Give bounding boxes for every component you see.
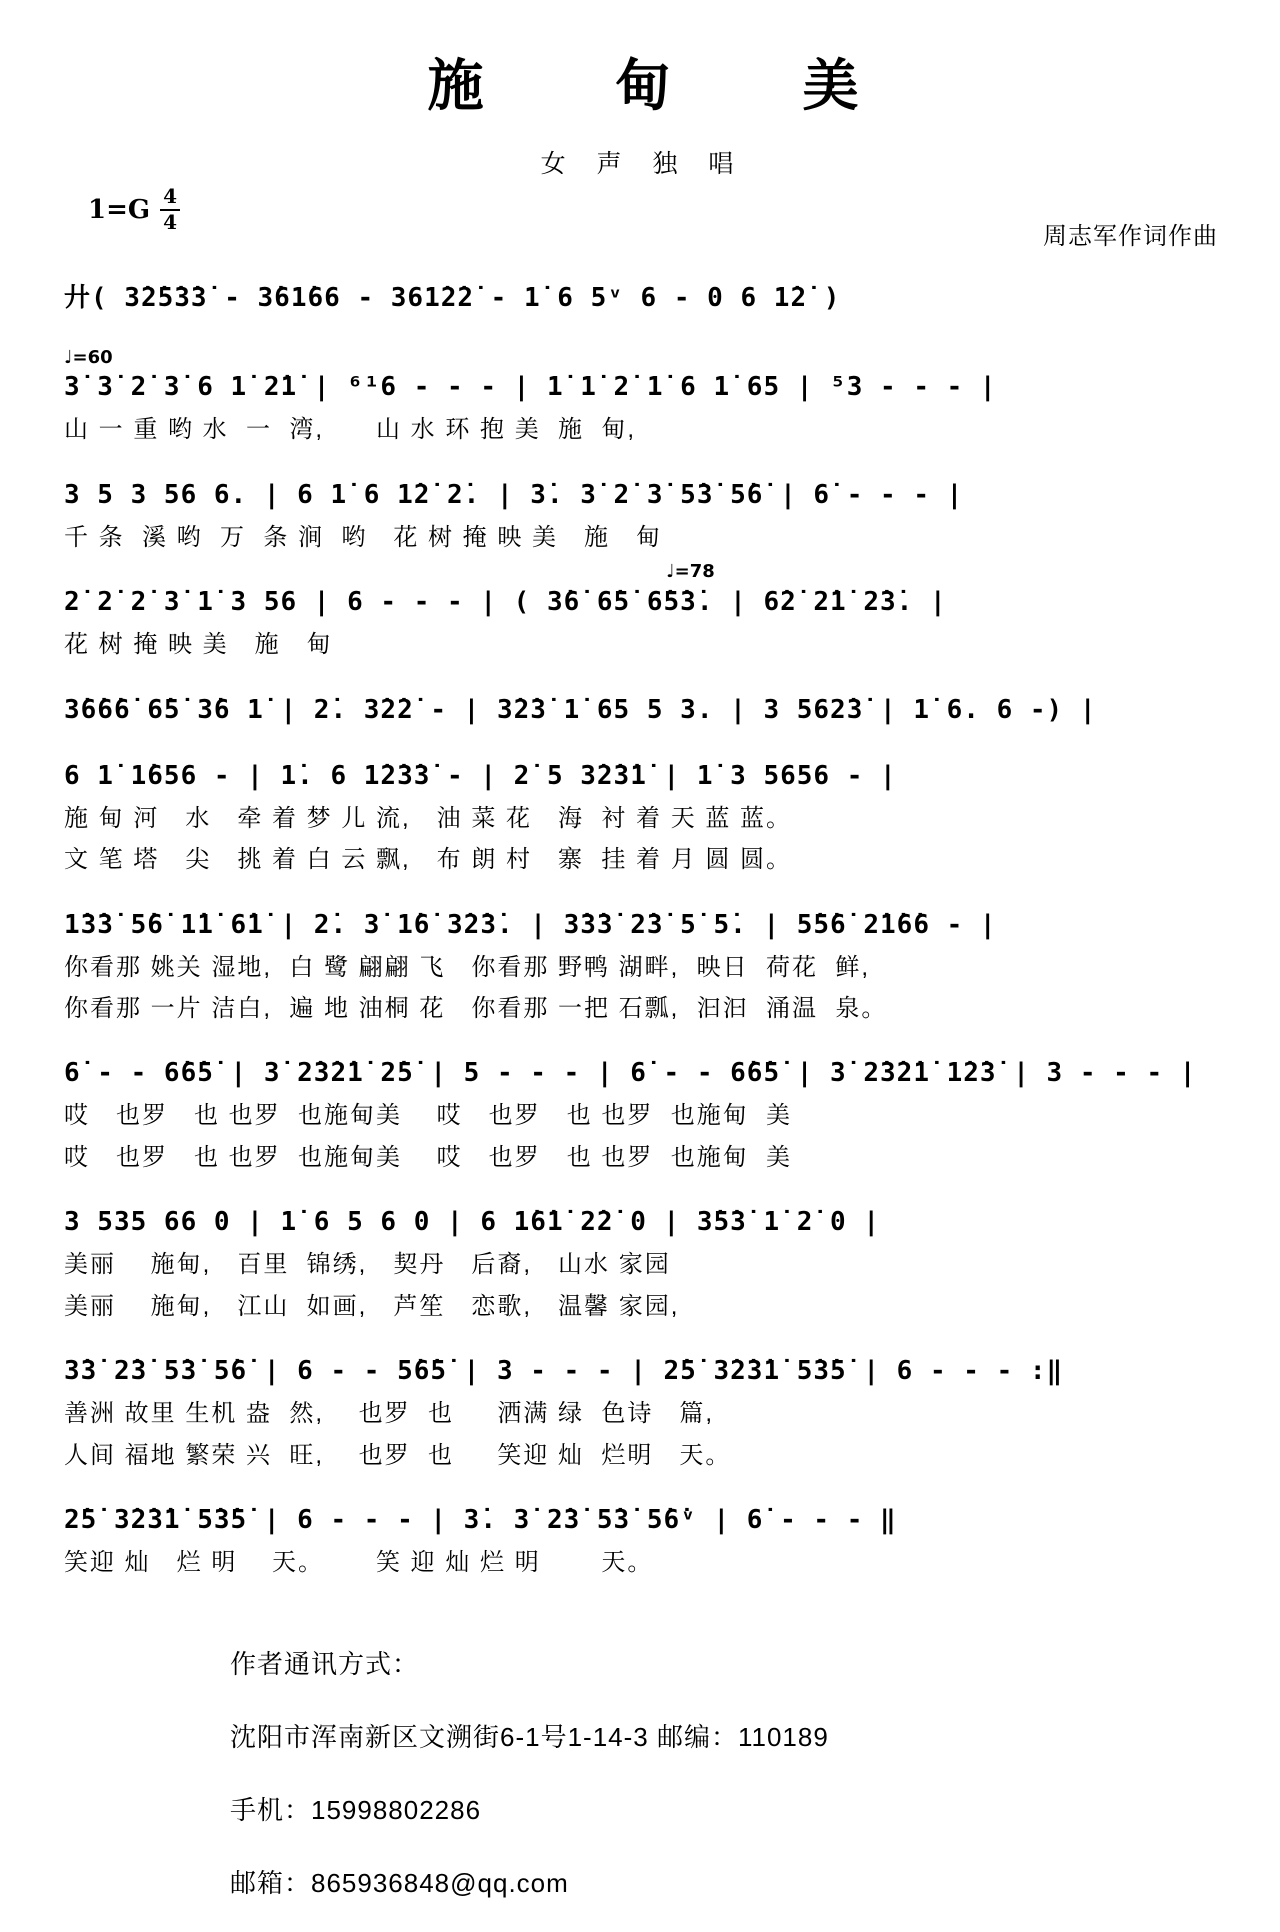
meta-row [64,186,1222,250]
lyrics-line: 美丽 施甸, 江山 如画, 芦笙 恋歌, 温馨 家园, [64,1292,680,1320]
composer-credit: 周志军作词作曲 [1043,223,1218,250]
contact-email: 邮箱：865936848@qq.com [230,1867,569,1898]
notation-line: 3̇ 3̇ 2̇ 3̇ 6 1̇ 2̇1̇ | ⁶¹6 - - - | 1̇ 1̇ 2̇ 1̇ 6 1̇ 65 | ⁵3 - - - | [64,372,997,403]
lyrics-line: 哎 也罗 也 也罗 也施甸美 哎 也罗 也 也罗 也施甸 美 [64,1143,793,1171]
lyrics-line: 美丽 施甸, 百里 锦绣, 契丹 后裔, 山水 家园 [64,1251,671,1279]
lyrics-line: 你看那 一片 洁白, 遍 地 油桐 花 你看那 一把 石瓢, 汩汩 涌温 泉。 [64,995,888,1022]
notation-line: 3̇3̇ 2̇3̇ 5̇3̇ 5̇6̇ | 6 - - 5̇6̇5̇ | 3 - - - | 2̇5̇ 3̇2̇3̇1̇ 5̇3̇5̇ | 6 - - - :‖ [64,1356,1064,1387]
notation-line: 2̇5̇ 3̇2̇3̇1̇ 5̇3̇5̇ | 6 - - - | 3̇. 3̇ 2̇3̇ 5̇3̇ 5̇6̇ᵛ | 6̇ - - - ‖ [64,1505,897,1536]
lyrics-line: 人间 福地 繁荣 兴 旺, 也罗 也 笑迎 灿 烂明 天。 [64,1441,732,1469]
tempo-marking: ♩=60 [64,347,113,369]
notation-system-9 [64,1354,1222,1472]
notation-system-3 [64,561,1222,661]
notation-system-5 [64,759,1222,877]
song-title: 施 甸 美 [427,54,917,117]
lyrics-line: 施 甸 河 水 牵 着 梦 儿 流, 油 菜 花 海 衬 着 天 蓝 蓝。 [64,804,793,832]
tempo-marking: ♩=78 [666,561,715,583]
lyrics-line: 山 一 重 哟 水 一 湾, 山 水 环 抱 美 施 甸, [64,416,637,444]
contact-address: 沈阳市浑南新区文溯街6-1号1-14-3 邮编：110189 [230,1721,829,1752]
contact-heading: 作者通讯方式： [230,1648,420,1679]
notation-system-intro [64,281,1222,316]
lyrics-line: 笑迎 灿 烂 明 天。 笑 迎 灿 烂 明 天。 [64,1549,654,1577]
notation-system-4 [64,693,1222,728]
notation-system-6 [64,908,1222,1026]
time-signature [160,186,180,233]
contact-phone: 手机：15998802286 [230,1794,482,1825]
key-label: 1=G [88,194,151,225]
performance-type: 女 声 独 唱 [540,150,746,178]
lyrics-line: 善洲 故里 生机 盎 然, 也罗 也 洒满 绿 色诗 篇, [64,1400,715,1428]
notation-line: 2̇ 2̇ 2̇ 3̇ 1̇ 3 56 | 6 - - - | ( 3̇6̇ 6̇5̇ 6̇5̇3̇. | 6̇2̇ 2̇1̇ 2̇3̇. | [64,587,947,618]
notation-system-10 [64,1503,1222,1579]
lyrics-line: 千 条 溪 哟 万 条 涧 哟 花 树 掩 映 美 施 甸 [64,523,663,551]
lyrics-line: 花 树 掩 映 美 施 甸 [64,631,333,659]
notation-system-8 [64,1205,1222,1323]
lyrics-line: 你看那 姚关 湿地, 白 鹭 翩翩 飞 你看那 野鸭 湖畔, 映日 荷花 鲜, [64,953,871,981]
notation-system-7 [64,1056,1222,1174]
meter-denominator: 4 [163,210,178,234]
meter-numerator: 4 [160,186,180,211]
notation-line: 6 1̇ 1̇656 - | 1̇. 6 1̇2̇3̇3̇ - | 2̇ 5 3̇2̇3̇1̇ | 1̇ 3 5656 - | [64,760,897,791]
author-contact-block [230,1644,1222,1900]
notation-line: 3̇6̇6̇6̇ 6̇5̇ 3̇6 1̇ | 2̇. 3̇2̇2̇ - | 3̇2̇3̇ 1̇ 65 5 3. | 3 562̇3̇ | 1̇ 6. 6 -) | [64,694,1097,725]
notation-line: 廾( 3̇2̇5̇3̇3̇ - 3̇61̇66 - 361̇2̇2̇ - 1̇ 6 5ᵛ 6 - 0 6 1̇2̇ ) [64,283,841,313]
notation-line: 6̇ - - 6̇6̇5̇ | 3̇ 2̇3̇2̇1̇ 2̇5̇ | 5 - - - | 6̇ - - 6̇6̇5̇ | 3̇ 2̇3̇2̇1̇ 1̇2̇3̇ | 3 - - - | [64,1058,1197,1089]
notation-line: 3 535 66 0 | 1̇ 6 5 6 0 | 6 1̇6̇1̇ 2̇2̇ 0 | 3̇5̇3̇ 1̇ 2̇ 0 | [64,1207,881,1238]
notation-system-1 [64,347,1222,446]
lyrics-line: 文 笔 塔 尖 挑 着 白 云 飘, 布 朗 村 寨 挂 着 月 圆 圆。 [64,846,793,874]
notation-system-2 [64,478,1222,554]
lyrics-line: 哎 也罗 也 也罗 也施甸美 哎 也罗 也 也罗 也施甸 美 [64,1102,793,1130]
key-signature [88,186,180,233]
notation-line: 1̇3̇3̇ 5̇6̇ 1̇1̇ 6̇1̇ | 2̇. 3̇ 1̇6̇ 3̇2̇3̇. | 3̇3̇3̇ 2̇3̇ 5̇ 5̇. | 5̇5̇6̇ 2̇1̇6̇6 - | [64,909,997,940]
notation-line: 3 5 3 56 6. | 6 1̇ 6 1̇2̇ 2̇. | 3̇. 3̇ 2̇ 3̇ 5̇3̇ 5̇6̇ | 6̇ - - - | [64,479,964,510]
